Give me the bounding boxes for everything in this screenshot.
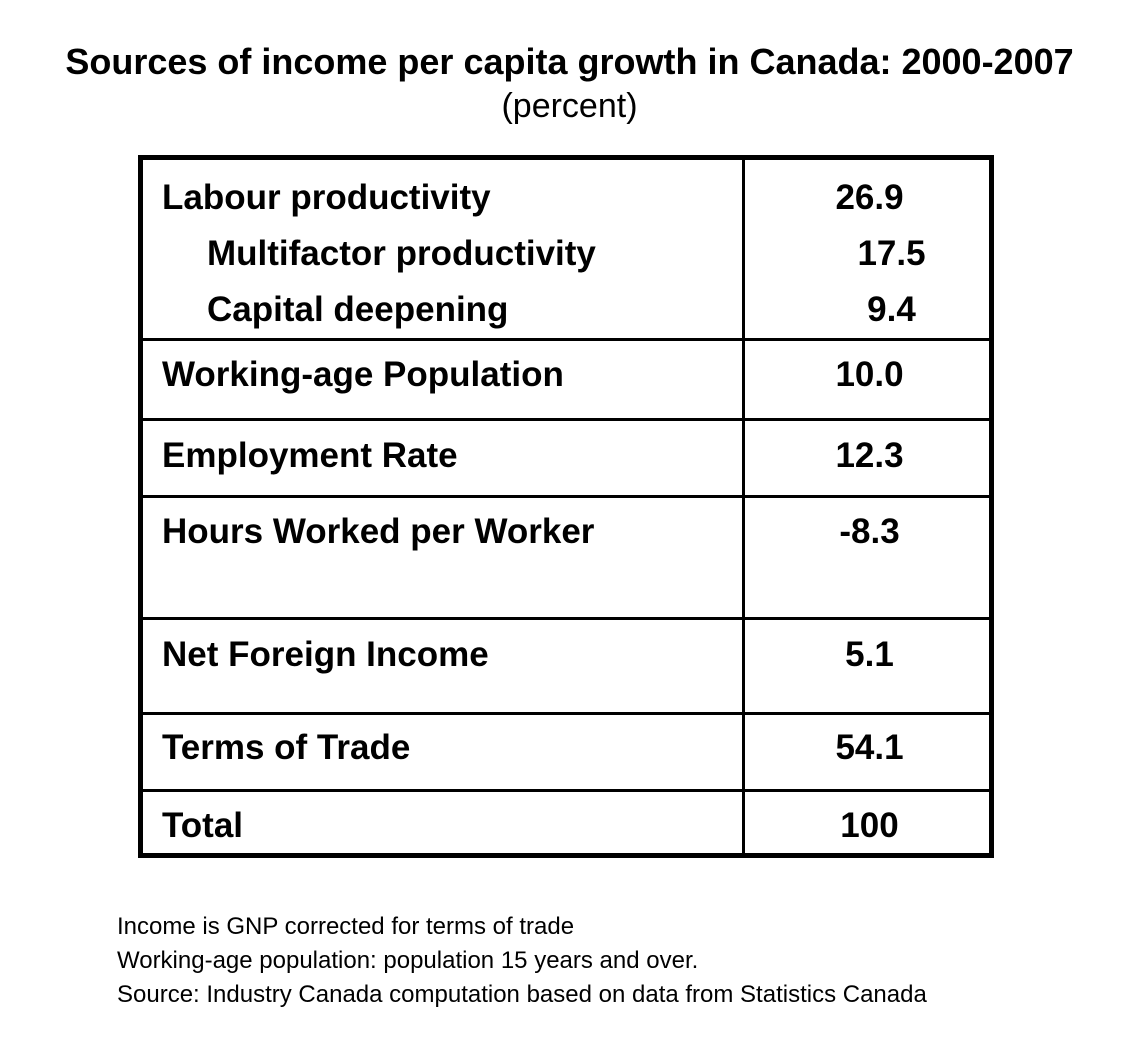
table-row-net-foreign-income (143, 620, 989, 715)
sub-row-value-multifactor: 17.5 (857, 234, 926, 273)
table-subtitle: (percent) (501, 87, 638, 125)
row-label: Labour productivity (162, 178, 491, 217)
footnote-income-definition: Income is GNP corrected for terms of trade (117, 913, 575, 940)
footnote-source: Source: Industry Canada computation based on data from Statistics Canada (117, 981, 927, 1008)
row-value: 26.9 (835, 178, 904, 217)
row-label: Employment Rate (162, 436, 458, 475)
footnote-working-age-definition: Working-age population: population 15 years and over. (117, 947, 699, 974)
row-label: Net Foreign Income (162, 635, 489, 674)
table-row-working-age-population (143, 341, 989, 421)
sub-row-label-multifactor: Multifactor productivity (207, 234, 596, 273)
row-label: Terms of Trade (162, 728, 411, 767)
row-label: Working-age Population (162, 355, 564, 394)
row-value: 12.3 (835, 436, 904, 475)
table-row-labour-productivity (143, 160, 989, 341)
row-value: 54.1 (835, 728, 904, 767)
table-row-employment-rate (143, 421, 989, 498)
sub-row-label-capital-deepening: Capital deepening (207, 290, 509, 329)
income-growth-table (138, 155, 994, 858)
sub-row-value-capital-deepening: 9.4 (867, 290, 916, 329)
row-label: Hours Worked per Worker (162, 512, 595, 551)
table-title: Sources of income per capita growth in Canada: 2000-2007 (65, 41, 1074, 82)
table-row-total (143, 792, 989, 858)
row-value: -8.3 (839, 512, 900, 551)
table-row-terms-of-trade (143, 715, 989, 792)
row-value: 10.0 (835, 355, 904, 394)
footnotes (117, 910, 927, 1012)
row-label: Total (162, 806, 244, 845)
row-value: 100 (840, 806, 899, 845)
row-value: 5.1 (845, 635, 894, 674)
table-row-hours-worked (143, 498, 989, 620)
